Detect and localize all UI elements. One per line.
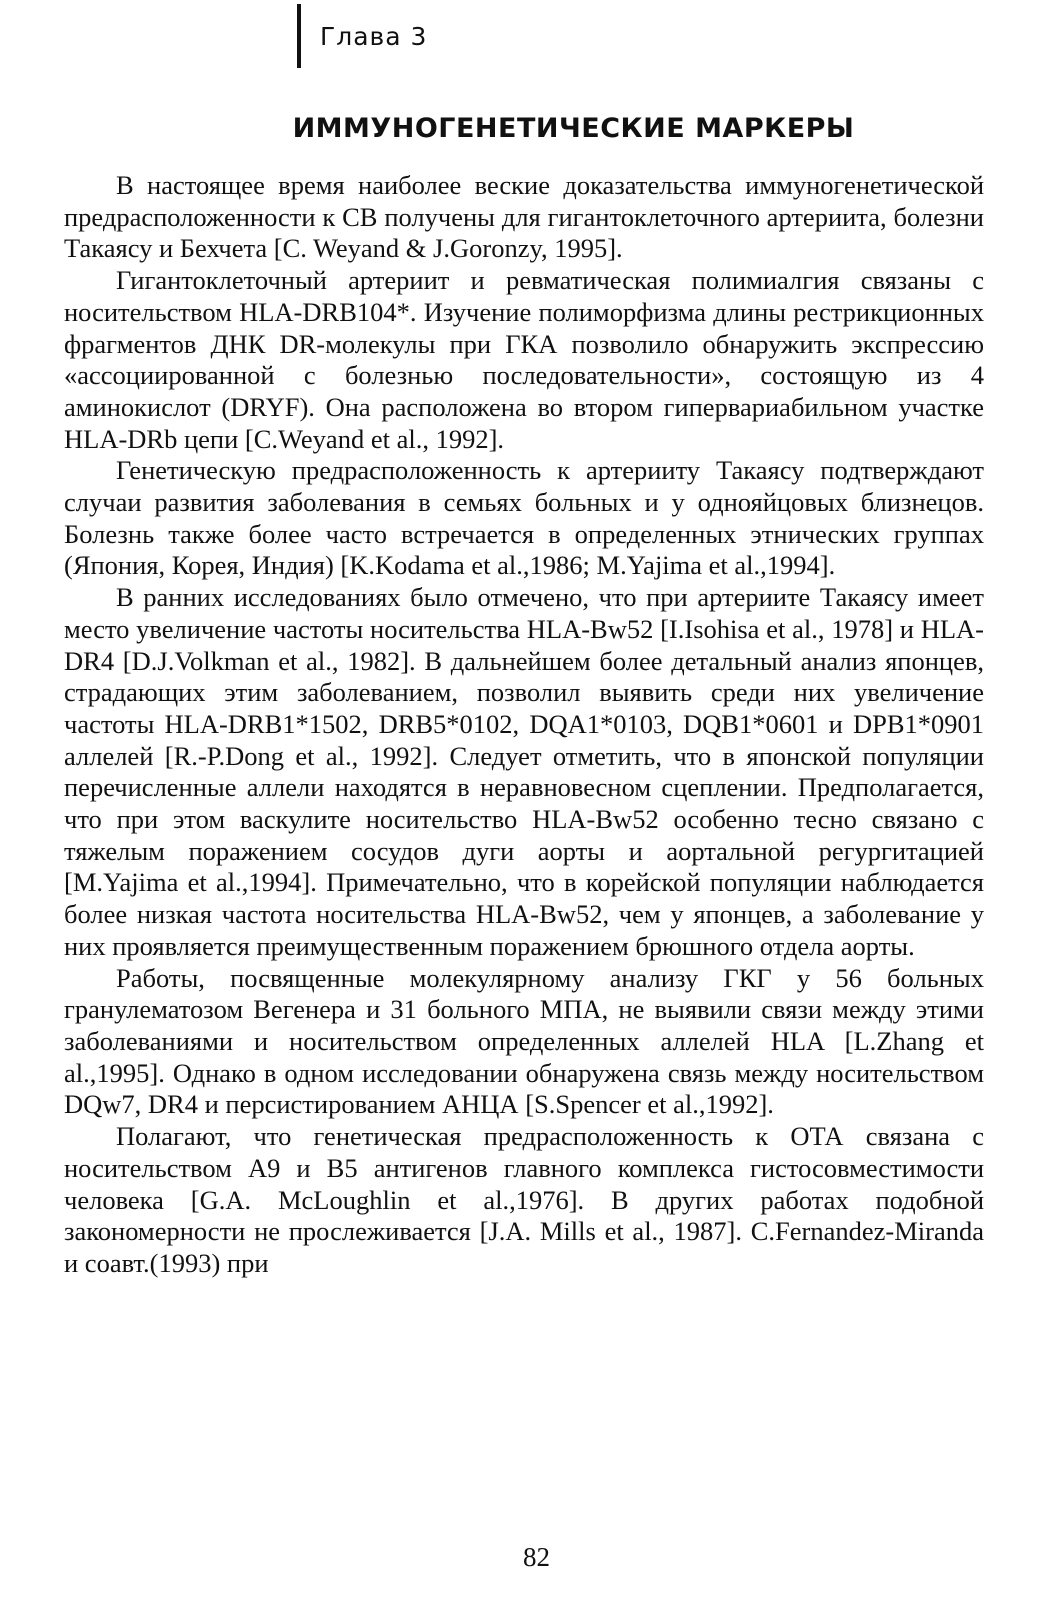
chapter-label: Глава 3 [320,22,428,51]
page-number: 82 [523,1542,550,1572]
body-text [64,170,984,1280]
chapter-rule [297,4,301,68]
paragraph: Полагают, что генетическая предрасположенность к ОТА связана с носительством A9 и B5 антигенов главного комплекса гистосовместимости человека [G.A. McLoughlin et al.,1976]. В других работах подобной закономерности не прослеживается [J.A. Mills et al., 1987]. C.Fernandez-Miranda и соавт.(1993) при [64,1121,984,1278]
paragraph: Гигантоклеточный артериит и ревматическая полимиалгия связаны с носительством HLA-DRB104*. Изучение полиморфизма длины рестрикционных фрагментов ДНК DR-молекулы при ГКА позволило обнаружить экспрессию «ассоциированной с болезнью последовательности», состоящую из 4 аминокислот (DRYF). Она расположена во втором гипервариабильном участке HLA-DRb цепи [C.Weyand et al., 1992]. [64,265,984,454]
section-title: ИММУНОГЕНЕТИЧЕСКИЕ МАРКЕРЫ [292,113,855,144]
paragraph: Работы, посвященные молекулярному анализу ГКГ у 56 больных гранулематозом Вегенера и 31 больного МПА, не выявили связи между этими заболеваниями и носительством определенных аллелей HLA [L.Zhang et al.,1995]. Однако в одном исследовании обнаружена связь между носительством DQw7, DR4 и персистированием АНЦА [S.Spencer et al.,1992]. [64,962,984,1120]
paragraph: В ранних исследованиях было отмечено, что при артериите Такаясу имеет место увеличение частоты носительства HLA-Bw52 [I.Isohisa et al., 1978] и HLA-DR4 [D.J.Volkman et al., 1982]. В дальнейшем более детальный анализ японцев, страдающих этим заболеванием, позволил выявить среди них увеличение частоты HLA-DRB1*1502, DRB5*0102, DQA1*0103, DQB1*0601 и DPB1*0901 аллелей [R.-P.Dong et al., 1992]. Следует отметить, что в японской популяции перечисленные аллели находятся в неравновесном сцеплении. Предполагается, что при этом васкулите носительство HLA-Bw52 особенно тесно связано с тяжелым поражением сосудов дуги аорты и аортальной регургитацией [M.Yajima et al.,1994]. Примечательно, что в корейской популяции наблюдается более низкая частота носительства HLA-Bw52, чем у японцев, а заболевание у них проявляется преимущественным поражением брюшного отдела аорты. [64,582,984,961]
paragraph: Генетическую предрасположенность к артерииту Такаясу подтверждают случаи развития заболевания в семьях больных и у однояйцовых близнецов. Болезнь также более часто встречается в определенных этнических группах (Япония, Корея, Индия) [K.Kodama et al.,1986; M.Yajima et al.,1994]. [64,455,984,581]
paragraph: В настоящее время наиболее веские доказательства иммуногенетической предрасположенности к СВ получены для гигантоклеточного артериита, болезни Такаясу и Бехчета [C. Weyand & J.Goronzy, 1995]. [64,170,984,264]
